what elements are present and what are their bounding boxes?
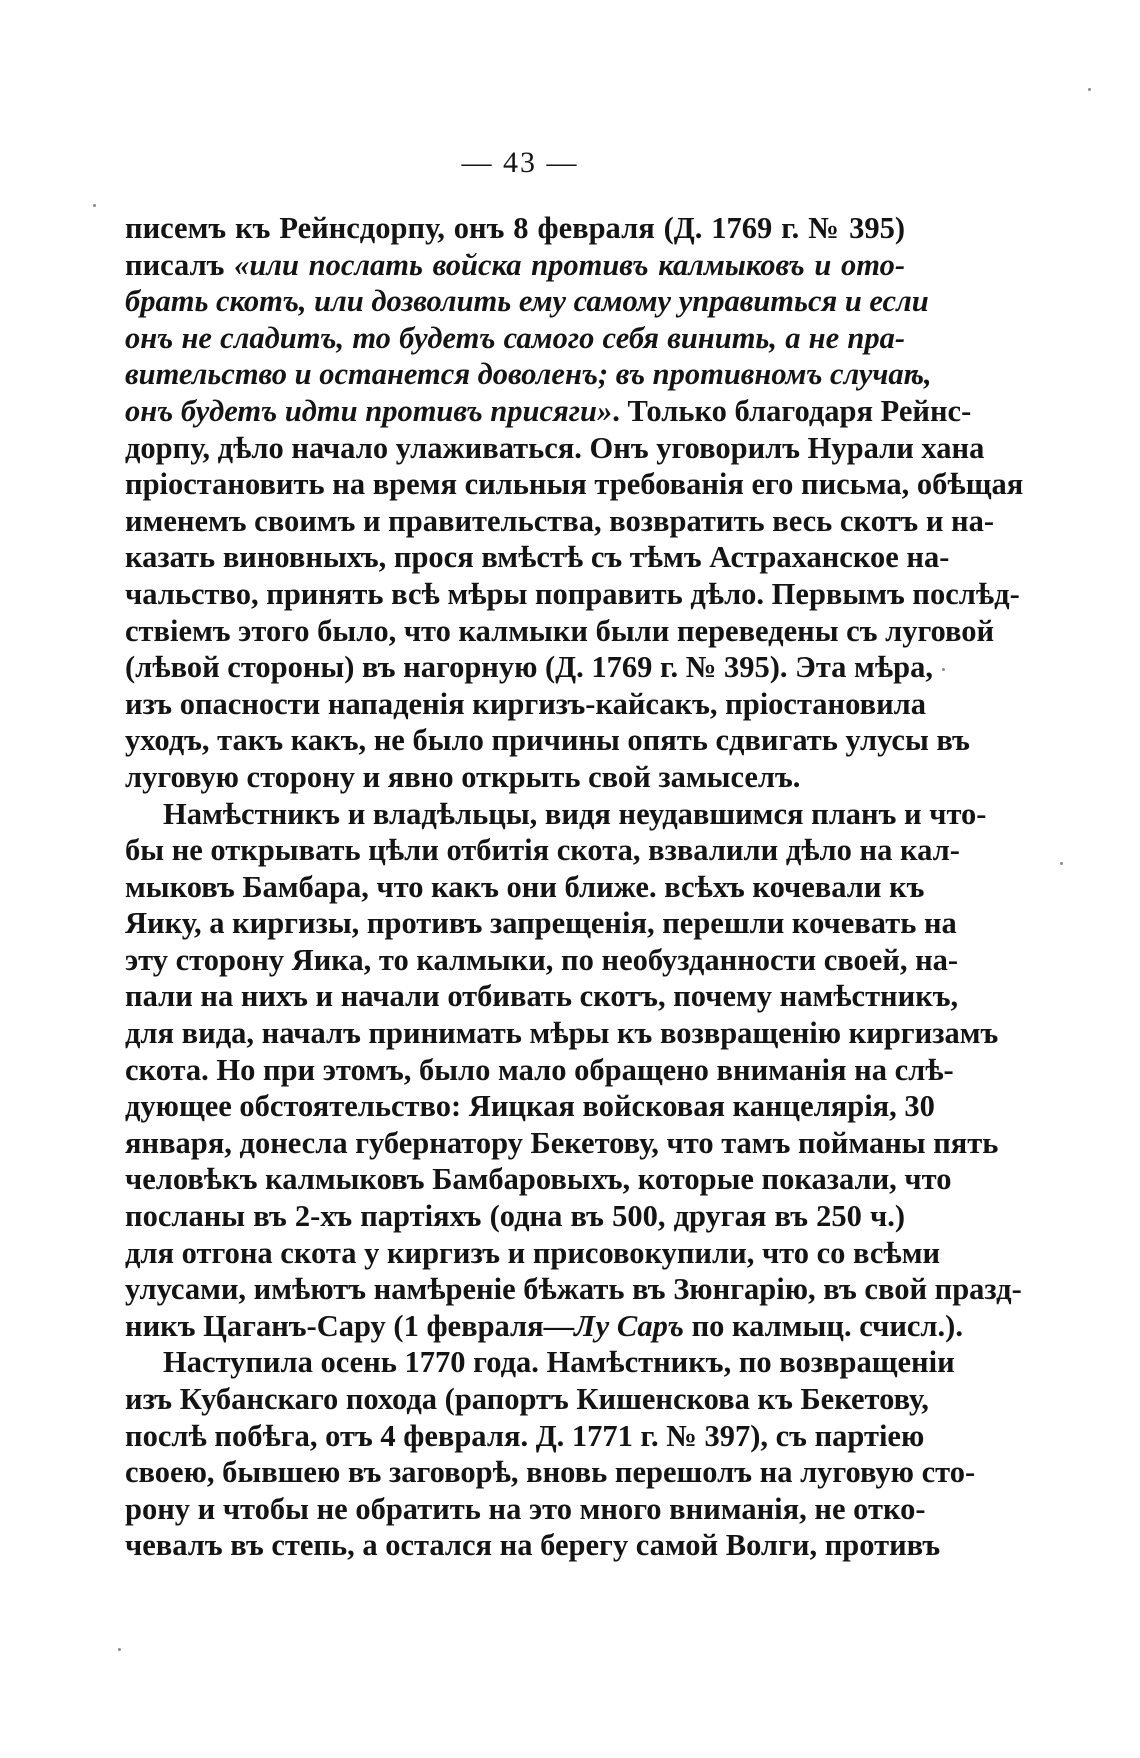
text-line [125, 1015, 999, 1052]
text-run: именемъ своимъ и правительства, возвратить весь скотъ и на- [125, 503, 995, 538]
text-line [125, 686, 927, 723]
text-line [125, 978, 959, 1015]
text-line [125, 722, 970, 759]
text-run: скота. Но при этомъ, было мало обращено вниманія на слѣ- [125, 1052, 954, 1087]
text-line [125, 356, 932, 393]
text-run: рону и чтобы не обратить на это много вниманія, не отко- [125, 1491, 926, 1526]
text-run: . Только благодаря Рейнс- [612, 393, 972, 428]
text-run: Намѣстникъ и владѣльцы, видя неудавшимся планъ и что- [163, 796, 987, 831]
text-line [125, 283, 929, 320]
body-text [125, 210, 1024, 1564]
text-run: Наступила осень 1770 года. Намѣстникъ, по возвращеніи [163, 1345, 955, 1380]
text-run: мыковъ Бамбара, что какъ они ближе. всѣхъ кочевали къ [125, 869, 925, 904]
text-line [125, 1161, 952, 1198]
text-run: изъ опасности нападенія киргизъ-кайсакъ, пріостановила [125, 686, 927, 721]
text-line [125, 1125, 999, 1162]
text-run: для вида, началъ принимать мѣры къ возвращенію киргизамъ [125, 1016, 999, 1051]
text-line [125, 1527, 941, 1564]
text-line [125, 1088, 935, 1125]
text-run: писалъ [125, 247, 235, 282]
text-line [125, 1454, 976, 1491]
text-line [125, 759, 905, 796]
text-line [125, 1308, 963, 1345]
text-line [125, 1052, 954, 1089]
text-line [125, 1235, 941, 1272]
scan-speck [1060, 862, 1063, 865]
text-run: человѣкъ калмыковъ Бамбаровыхъ, которые показали, что [125, 1162, 952, 1197]
text-line [125, 320, 905, 357]
text-line [125, 466, 1024, 503]
text-line [125, 503, 995, 540]
text-run: (лѣвой стороны) въ нагорную (Д. 1769 г. № 395). Эта мѣра, [125, 650, 933, 685]
text-run: посланы въ 2-хъ партіяхъ (одна въ 500, другая въ 250 ч.) [125, 1199, 905, 1234]
text-line [125, 1418, 925, 1455]
text-line [125, 247, 905, 284]
text-run: по калмыц. счисл.). [683, 1308, 963, 1343]
text-run: послѣ побѣга, отъ 4 февраля. Д. 1771 г. № 397), съ партіею [125, 1418, 925, 1453]
text-run: Яику, а киргизы, противъ запрещенія, перешли кочевать на [125, 906, 957, 941]
italic-quote: вительство и останется доволенъ; въ противномъ случаѣ, [125, 357, 932, 392]
text-run: пріостановить на время сильныя требованія его письма, обѣщая [125, 467, 1024, 502]
text-run: никъ Цаганъ-Сару (1 февраля— [125, 1308, 575, 1343]
text-line [125, 942, 959, 979]
italic-quote: онъ будетъ идти противъ присяги» [125, 393, 613, 428]
scan-speck [942, 668, 945, 671]
text-run: улусами, имѣютъ намѣреніе бѣжать въ Зюнгарію, въ свой празд- [125, 1272, 1022, 1307]
text-line [125, 1344, 955, 1381]
text-line [125, 393, 972, 430]
text-line [125, 796, 987, 833]
paragraph [125, 210, 1024, 796]
text-line [125, 869, 925, 906]
text-line [125, 649, 933, 686]
text-line [125, 905, 957, 942]
text-line [125, 1491, 926, 1528]
scan-speck [118, 1648, 121, 1651]
text-line [125, 430, 985, 467]
text-line [125, 832, 960, 869]
paragraph [125, 796, 1022, 1345]
italic-quote: брать скотъ, или дозволить ему самому управиться и если [125, 284, 929, 319]
text-line [125, 1271, 1022, 1308]
text-run: луговую сторону и явно открыть свой замыселъ. [125, 759, 801, 794]
text-run: казать виновныхъ, прося вмѣстѣ съ тѣмъ Астраханское на- [125, 540, 950, 575]
text-run: пали на нихъ и начали отбивать скотъ, почему намѣстникъ, [125, 979, 959, 1014]
text-run: дорпу, дѣло начало улаживаться. Онъ уговорилъ Нурали хана [125, 430, 985, 465]
text-run: своею, бывшею въ заговорѣ, вновь перешолъ на луговую сто- [125, 1455, 976, 1490]
text-line [125, 576, 1020, 613]
text-run: писемъ къ Рейнсдорпу, онъ 8 февраля (Д. 1769 г. № 395) [125, 211, 905, 245]
italic-quote: «или послать войска противъ калмыковъ и ото- [234, 247, 905, 282]
text-run: чальство, принять всѣ мѣры поправить дѣло. Первымъ послѣд- [125, 576, 1020, 611]
text-run: ствіемъ этого было, что калмыки были переведены съ луговой [125, 613, 995, 648]
text-run: чевалъ въ степь, а остался на берегу самой Волги, противъ [125, 1528, 941, 1563]
scan-speck [93, 204, 96, 207]
paragraph [125, 1344, 976, 1564]
text-run: эту сторону Яика, то калмыки, по необузданности своей, на- [125, 942, 959, 977]
text-line [125, 1198, 905, 1235]
text-run: изъ Кубанскаго похода (рапортъ Кишенскова къ Бекетову, [125, 1382, 929, 1416]
text-line [125, 1381, 929, 1418]
text-line [125, 539, 950, 576]
text-run: для отгона скота у киргизъ и присовокупили, что со всѣми [125, 1235, 941, 1270]
text-run: января, донесла губернатору Бекетову, что тамъ пойманы пять [125, 1125, 999, 1160]
text-run: бы не открывать цѣли отбитія скота, взвалили дѣло на кал- [125, 833, 960, 868]
text-line [125, 210, 905, 247]
text-run: уходъ, такъ какъ, не было причины опять сдвигать улусы въ [125, 723, 970, 758]
page-number: — 43 — [461, 146, 579, 179]
italic-quote: Лу Саръ [574, 1308, 684, 1343]
scan-speck [1088, 88, 1091, 91]
italic-quote: онъ не сладитъ, то будетъ самого себя винить, а не пра- [125, 320, 905, 355]
text-run: дующее обстоятельство: Яицкая войсковая канцелярія, 30 [125, 1089, 935, 1124]
text-line [125, 613, 995, 650]
